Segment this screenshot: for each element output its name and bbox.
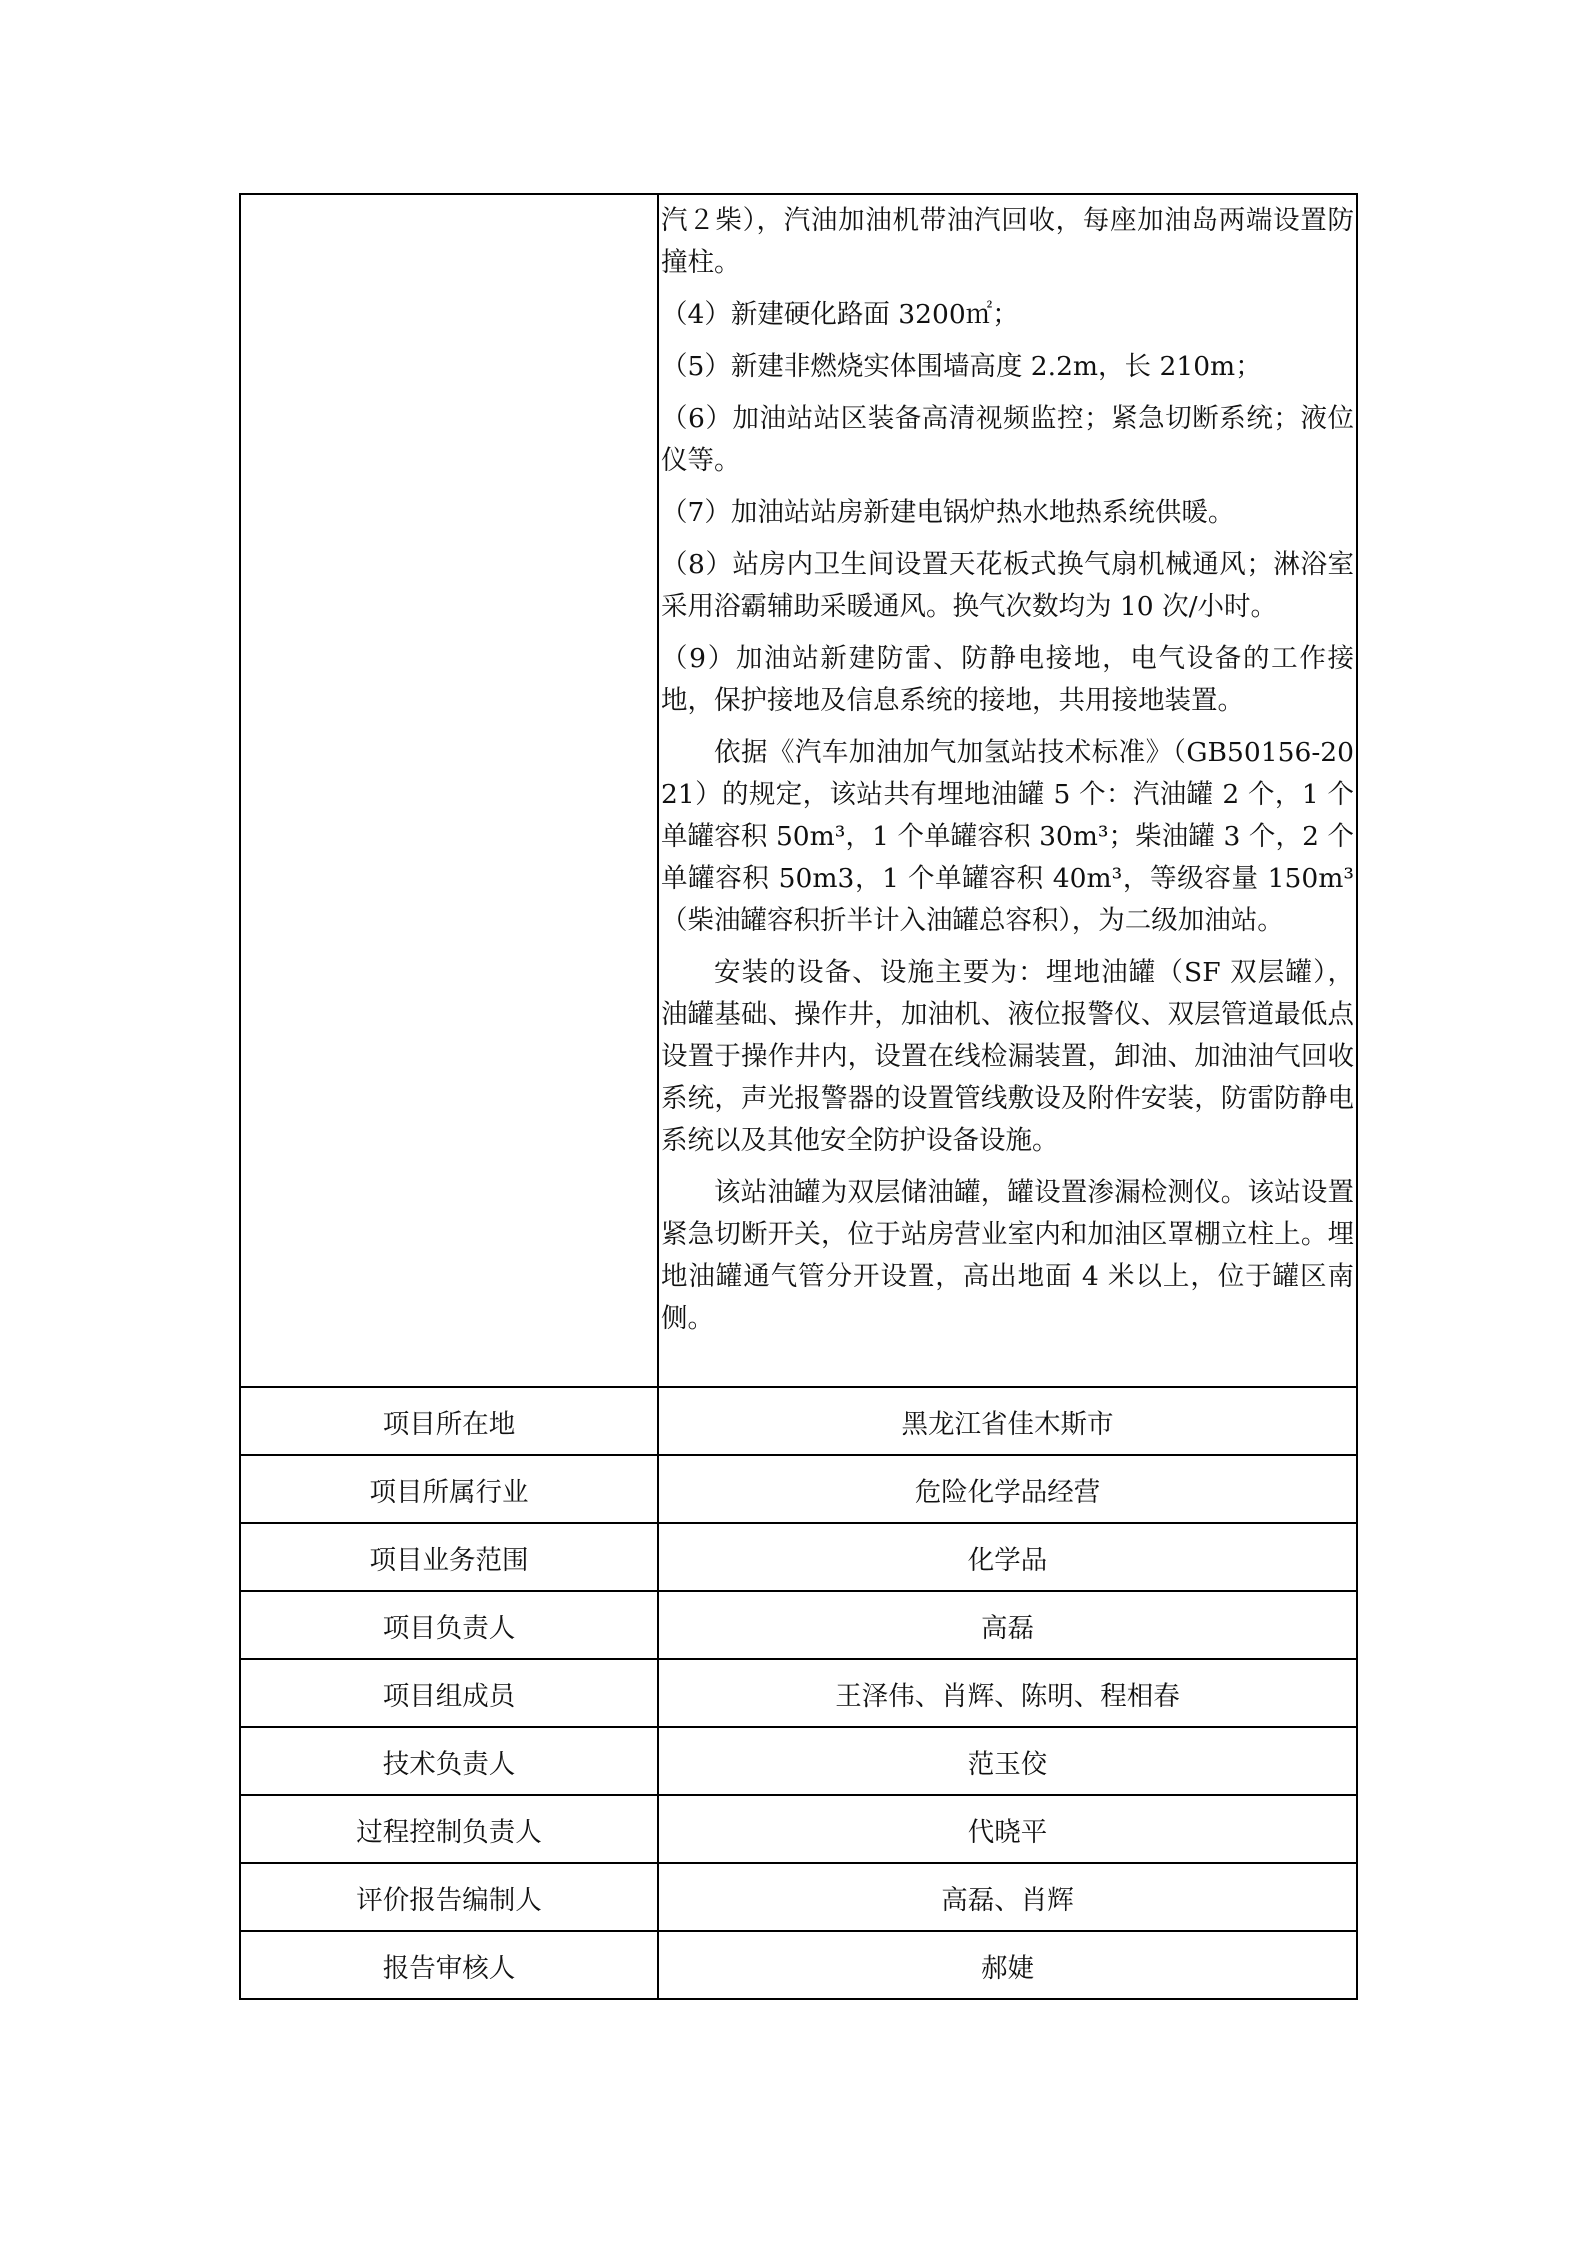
description-cell [658,194,1357,1387]
row-label: 技术负责人 [240,1727,658,1795]
row-process-control-lead [240,1795,1357,1863]
row-project-leader [240,1591,1357,1659]
desc-item-5: （5）新建非燃烧实体围墙高度 2.2m，长 210m； [661,351,1262,382]
row-value: 王泽伟、肖辉、陈明、程相春 [658,1659,1357,1727]
row-value: 郝婕 [658,1931,1357,1999]
project-info-table [239,193,1358,2000]
desc-paragraph-continuation: 汽２柴），汽油加油机带油汽回收，每座加油岛两端设置防撞柱。 [661,205,1354,278]
desc-item-8: （8）站房内卫生间设置天花板式换气扇机械通风；淋浴室采用浴霸辅助采暖通风。换气次数均为 10 次/小时。 [661,549,1354,622]
description-label-cell [240,194,658,1387]
row-report-authors [240,1863,1357,1931]
row-value: 黑龙江省佳木斯市 [658,1387,1357,1455]
row-location [240,1387,1357,1455]
row-value: 高磊 [658,1591,1357,1659]
row-team-members [240,1659,1357,1727]
row-business-scope [240,1523,1357,1591]
row-technical-lead [240,1727,1357,1795]
row-industry [240,1455,1357,1523]
desc-standard-paragraph: 依据《汽车加油加气加氢站技术标准》（GB50156-2021）的规定，该站共有埋地油罐 5 个：汽油罐 2 个，1 个单罐容积 50m³，1 个单罐容积 30m³；柴油罐 3 个，2 个单罐容积 50m3，1 个单罐容积 40m³，等级容量 150m³（柴油罐容积折半计入油罐总容积），为二级加油站。 [661,737,1354,936]
row-value: 危险化学品经营 [658,1455,1357,1523]
row-label: 项目负责人 [240,1591,658,1659]
row-label: 报告审核人 [240,1931,658,1999]
row-label: 项目组成员 [240,1659,658,1727]
row-value: 代晓平 [658,1795,1357,1863]
row-label: 项目所在地 [240,1387,658,1455]
desc-item-9: （9）加油站新建防雷、防静电接地，电气设备的工作接地，保护接地及信息系统的接地，共用接地装置。 [661,643,1354,716]
desc-tank-paragraph: 该站油罐为双层储油罐，罐设置渗漏检测仪。该站设置紧急切断开关，位于站房营业室内和加油区罩棚立柱上。埋地油罐通气管分开设置，高出地面 4 米以上，位于罐区南侧。 [661,1177,1354,1334]
row-value: 范玉佼 [658,1727,1357,1795]
row-report-reviewer [240,1931,1357,1999]
desc-item-7: （7）加油站站房新建电锅炉热水地热系统供暖。 [661,497,1235,528]
row-value: 化学品 [658,1523,1357,1591]
row-label: 项目所属行业 [240,1455,658,1523]
desc-item-6: （6）加油站站区装备高清视频监控；紧急切断系统；液位仪等。 [661,403,1354,476]
row-label: 项目业务范围 [240,1523,658,1591]
desc-item-4: （4）新建硬化路面 3200㎡； [661,299,1019,330]
row-label: 过程控制负责人 [240,1795,658,1863]
row-label: 评价报告编制人 [240,1863,658,1931]
row-value: 高磊、肖辉 [658,1863,1357,1931]
desc-equipment-paragraph: 安装的设备、设施主要为：埋地油罐（SF 双层罐），油罐基础、操作井，加油机、液位报警仪、双层管道最低点设置于操作井内，设置在线检漏装置，卸油、加油油气回收系统，声光报警器的设置管线敷设及附件安装，防雷防静电系统以及其他安全防护设备设施。 [661,957,1354,1156]
description-row [240,194,1357,1387]
